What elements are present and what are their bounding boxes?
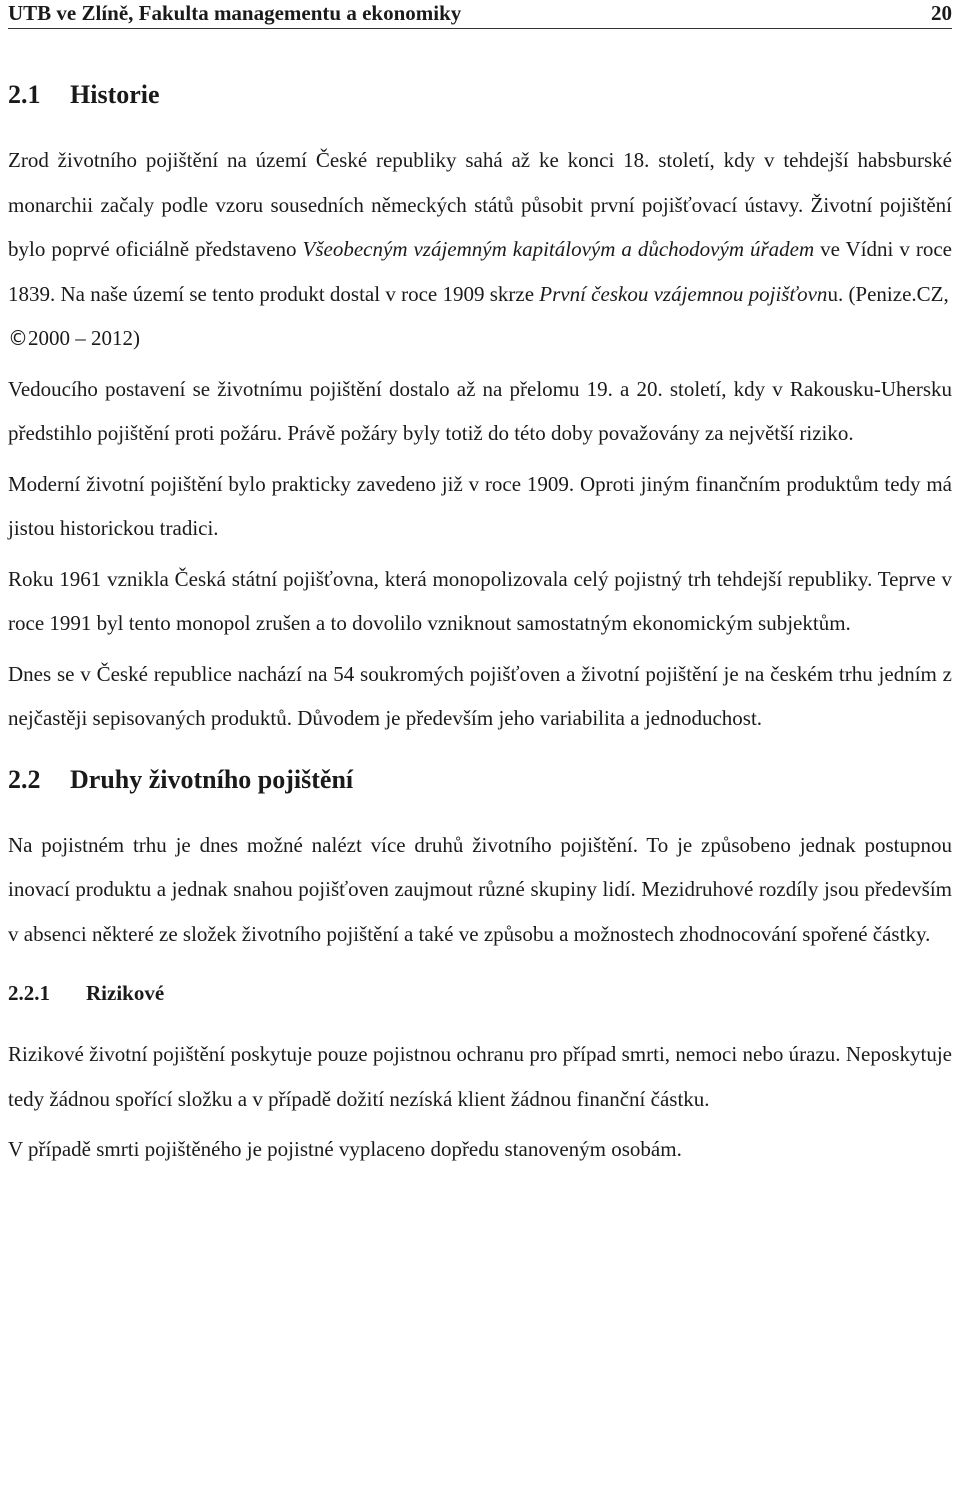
header-title: UTB ve Zlíně, Fakulta managementu a ekonomiky — [8, 1, 462, 25]
text-run: ve Vídni v roce 1839. Na naše území se tento produkt dostal v roce 1909 skrze — [8, 237, 952, 306]
section-heading-2-2-1 — [8, 978, 952, 1008]
section-number: 2.2 — [8, 764, 41, 794]
section-title: Druhy životního pojištění — [70, 764, 354, 794]
paragraph-history-1 — [8, 138, 952, 361]
paragraph-risk-1: Rizikové životní pojištění poskytuje pouze pojistnou ochranu pro případ smrti, nemoci nebo úrazu. Neposkytuje tedy žádnou spořící složku a v případě dožití nezíská klient žádnou finanční částku. — [8, 1042, 952, 1111]
paragraph-history-2: Vedoucího postavení se životnímu pojištění dostalo až na přelomu 19. a 20. století, kdy v Rakousku-Uhersku předstihlo pojištění proti požáru. Právě požáry byly totiž do této doby považovány za největší riziko. — [8, 376, 952, 445]
paragraph-history-4: Roku 1961 vznikla Česká státní pojišťovna, která monopolizovala celý pojistný trh tehdejší republiky. Teprve v roce 1991 byl tento monopol zrušen a to dovolilo vzniknout samostatným ekonomickým subjektům. — [8, 566, 952, 635]
paragraph-history-5: Dnes se v České republice nachází na 54 soukromých pojišťoven a životní pojištění je na českém trhu jedním z nejčastěji sepisovaných produktů. Důvodem je především jeho variabilita a jednoduchost. — [8, 661, 952, 730]
paragraph-risk-2: V případě smrti pojištěného je pojistné vyplaceno dopředu stanoveným osobám. — [8, 1137, 682, 1161]
text-run: Zrod životního pojištění na území České republiky sahá až ke konci 18. století, kdy v tehdejší habsburské monarchii začaly podle vzoru sousedních německých států působit první pojišťovací ústavy. Životní pojištění bylo poprvé oficiálně představeno — [8, 148, 952, 261]
text-run: u. (Penize.CZ, — [827, 281, 949, 306]
section-title: Historie — [70, 80, 160, 109]
copyright-symbol: © — [8, 326, 28, 350]
page-content — [8, 78, 952, 1178]
page-number: 20 — [931, 1, 952, 25]
section-title: Rizikové — [86, 981, 165, 1005]
citation-years: 2000 – 2012) — [28, 326, 140, 350]
italic-run: Všeobecným vzájemným kapitálovým a důchodovým úřadem — [302, 237, 815, 261]
running-header — [8, 0, 952, 29]
paragraph-types-1: Na pojistném trhu je dnes možné nalézt více druhů životního pojištění. To je způsobeno jednak postupnou inovací produktu a jednak snahou pojišťoven zaujmout různé skupiny lidí. Mezidruhové rozdíly jsou především v absenci některé ze složek životního pojištění a také ve způsobu a možnostech zhodnocování spořené částky. — [8, 832, 952, 946]
section-heading-2-1 — [8, 78, 952, 112]
section-number: 2.1 — [8, 80, 41, 109]
section-number: 2.2.1 — [8, 981, 50, 1005]
paragraph-history-3: Moderní životní pojištění bylo prakticky zavedeno již v roce 1909. Oproti jiným finančním produktům tedy má jistou historickou tradici. — [8, 471, 952, 540]
italic-run: První českou vzájemnou pojišťovn — [539, 281, 828, 306]
section-heading-2-2 — [8, 763, 952, 797]
